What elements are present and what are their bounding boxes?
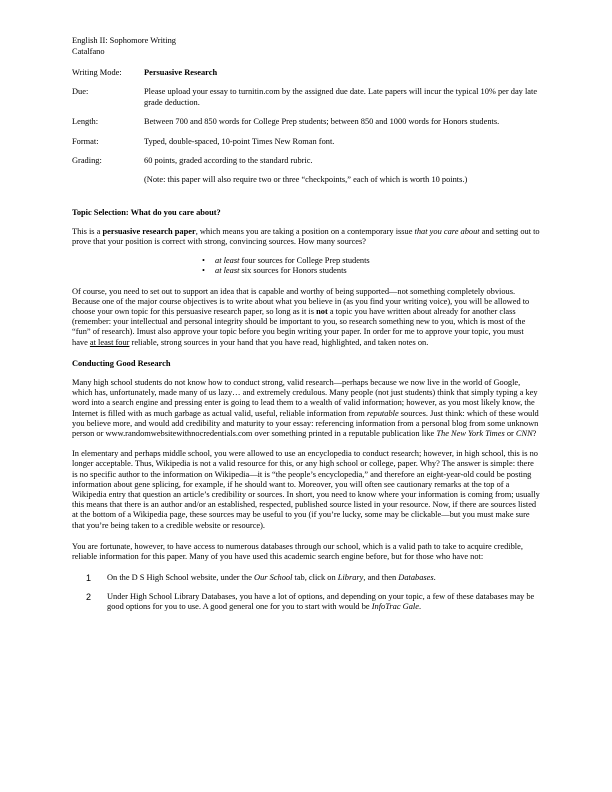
list-item bbox=[72, 573, 540, 583]
bold-phrase: not bbox=[316, 307, 328, 317]
text-run: ? bbox=[532, 429, 537, 439]
topic-paragraph bbox=[72, 227, 540, 247]
due-row bbox=[72, 87, 540, 107]
database-steps-list bbox=[72, 573, 540, 612]
source-count-list bbox=[72, 256, 540, 276]
grading-label: Grading: bbox=[72, 156, 102, 166]
text-run: Under High School Library Databases, you have a lot of options, and depending on your topic, a few of these databases may be good options for you to use. A good general one for you to start with would be bbox=[107, 591, 535, 611]
writing-mode-label: Writing Mode: bbox=[72, 68, 122, 78]
list-item bbox=[202, 266, 540, 276]
italic-phrase: reputable bbox=[366, 408, 399, 418]
text-run: Many high school students do not know how to conduct strong, valid research—perhaps because we now live in the world of Google, which has, unfortunately, made many of us lazy… and extremely credulous. Many people (not just students) think that simply typing a key word into a search engine and pressing enter is going to lead them to a wealth of valid information; however, as you most likely know, the Internet is filled with as much garbage as actual valid, useful, reliable information from bbox=[72, 378, 538, 418]
italic-phrase: InfoTrac Gale bbox=[371, 601, 419, 611]
grading-value: 60 points, graded according to the standard rubric. bbox=[144, 156, 313, 166]
italic-phrase: Databases bbox=[398, 573, 434, 583]
text-run: , and then bbox=[363, 573, 399, 583]
format-label: Format: bbox=[72, 137, 99, 146]
text-run: or bbox=[504, 429, 516, 439]
list-item-text: four sources for College Prep students bbox=[239, 256, 370, 266]
list-item bbox=[202, 256, 540, 266]
course-title: English II: Sophomore Writing bbox=[72, 36, 176, 45]
text-run: On the D S High School website, under the bbox=[107, 573, 255, 583]
italic-phrase: at least bbox=[215, 266, 240, 276]
writing-mode-value: Persuasive Research bbox=[144, 68, 218, 78]
italic-phrase: Our School bbox=[254, 573, 293, 583]
text-run: and setting out to prove that your position is correct with strong, convincing sources. How many sources? bbox=[72, 226, 540, 247]
length-value: Between 700 and 850 words for College Prep students; between 850 and 1000 words for Honors students. bbox=[144, 116, 500, 126]
italic-phrase: Library bbox=[337, 573, 364, 583]
topic-approval-paragraph bbox=[72, 287, 540, 348]
research-heading: Conducting Good Research bbox=[72, 358, 171, 368]
bullet-icon: • bbox=[202, 266, 205, 276]
list-item-text: six sources for Honors students bbox=[239, 266, 347, 276]
due-value: Please upload your essay to turnitin.com by the assigned due date. Late papers will incur the typical 10% per day late grade deduction. bbox=[144, 87, 538, 107]
italic-phrase: The New York Times bbox=[436, 429, 505, 439]
grading-details bbox=[144, 156, 540, 185]
step-text bbox=[107, 573, 540, 583]
teacher-name: Catalfano bbox=[72, 46, 105, 56]
bullet-icon: • bbox=[202, 256, 205, 266]
writing-mode-row bbox=[72, 68, 540, 78]
step-number: 1 bbox=[86, 573, 92, 584]
text-run: . bbox=[418, 601, 422, 611]
italic-phrase: that you care about bbox=[414, 226, 480, 236]
length-row bbox=[72, 117, 540, 127]
text-run: Of course, you need to set out to support an idea that is capable and worthy of being supported—not something completely obvious. Because one of the major course objectives is to write about what you believe in (as you find your writing voice), you will be allowed to choose your own topic for this persuasive research paper, so long as it is bbox=[72, 286, 530, 317]
text-run: tab, click on bbox=[292, 573, 338, 583]
italic-phrase: CNN bbox=[515, 429, 533, 439]
format-value: Typed, double-spaced, 10-point Times New Roman font. bbox=[144, 137, 335, 146]
topic-heading: Topic Selection: What do you care about? bbox=[72, 207, 221, 217]
research-paragraph-2: In elementary and perhaps middle school, you were allowed to use an encyclopedia to conduct research; however, in high school, this is no longer acceptable. Thus, Wikipedia is not a valid resource for this, or any high school or college, paper. Why? The answer is simple: there is no specific author to the information on Wikipedia—it is “the people’s encyclopedia,” and therefore an eight-year-old could be posting information about gene splicing, for example, if he should want to. Moreover, you will often see cautionary remarks at the top of a Wikipedia entry that question an article’s credibility or sources. In short, you need to know where your information is coming from; usually this means that there is an author and/or an established, respected, published source listed in your resource. Now, if there are sources listed at the bottom of a Wikipedia page, these sources may be useful to you (if you’re lucky, some may be clickable—but you must make sure that you’re being taken to a credible website or resource). bbox=[72, 449, 540, 530]
text-run: , which means you are taking a position on a contemporary issue bbox=[195, 226, 415, 236]
grading-note: (Note: this paper will also require two or three “checkpoints,” each of which is worth 10 points.) bbox=[144, 175, 468, 185]
research-paragraph-1 bbox=[72, 378, 540, 439]
length-label: Length: bbox=[72, 116, 99, 126]
text-run: This is a bbox=[72, 226, 103, 236]
text-run: a topic you have written about already for another class (remember: your intellectual and personal integrity should be important to you, so research something new to you, which is most of the “fun” of research). Imust also approve your topic before you begin writing your paper. In order for me to approve your topic, you must have bbox=[72, 307, 526, 347]
list-item bbox=[72, 592, 540, 612]
text-run: reliable, strong sources in your hand that you have read, highlighted, and taken notes on. bbox=[129, 337, 429, 347]
italic-phrase: at least bbox=[215, 256, 240, 266]
format-row bbox=[72, 137, 540, 147]
research-paragraph-3: You are fortunate, however, to have access to numerous databases through our school, which is a valid path to take to acquire credible, reliable information for this paper. Many of you have used this academic search engine before, but for those who have not: bbox=[72, 541, 523, 562]
underlined-phrase: at least four bbox=[89, 337, 130, 347]
document-page bbox=[72, 36, 540, 612]
grading-row bbox=[72, 156, 540, 185]
step-text bbox=[107, 592, 540, 612]
text-run: sources. Just think: which of these would you believe more, and would add credibility and maturity to your essay: referencing information from a personal blog from some unknown person or www.randomwebsitewithnocredentials.com over something printed in a reputable publication like bbox=[72, 408, 539, 439]
text-run: . bbox=[433, 573, 436, 583]
step-number: 2 bbox=[86, 591, 92, 602]
due-label: Due: bbox=[72, 87, 89, 97]
document-header bbox=[72, 36, 540, 57]
bold-phrase: persuasive research paper bbox=[102, 226, 196, 236]
